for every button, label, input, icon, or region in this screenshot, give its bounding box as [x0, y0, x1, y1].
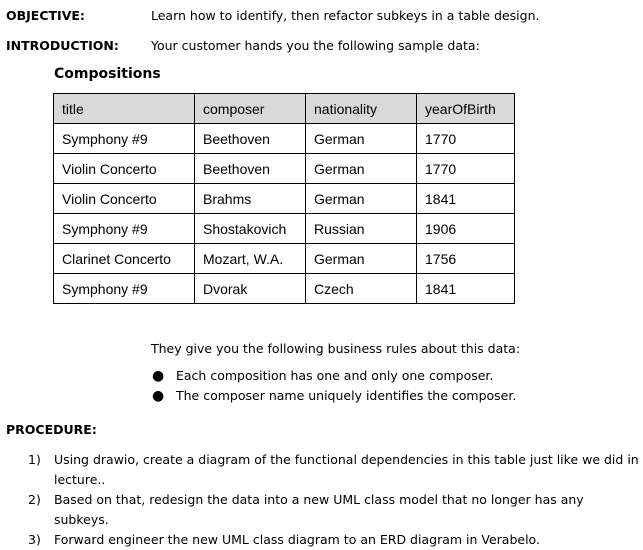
table-cell: Czech — [306, 274, 417, 304]
list-item — [28, 450, 640, 490]
column-header: composer — [195, 94, 306, 124]
table-cell: Brahms — [195, 184, 306, 214]
table-cell: Dvorak — [195, 274, 306, 304]
table-cell: 1770 — [417, 124, 515, 154]
table-cell: Clarinet Concerto — [54, 244, 195, 274]
table-cell: Violin Concerto — [54, 184, 195, 214]
compositions-table — [53, 93, 515, 304]
bullet-icon: ● — [152, 388, 165, 404]
introduction-text: Your customer hands you the following sample data: — [151, 38, 480, 53]
table-cell: 1841 — [417, 274, 515, 304]
step-text: Using drawio, create a diagram of the functional dependencies in this table just like we did in lecture.. — [54, 452, 639, 487]
column-header: yearOfBirth — [417, 94, 515, 124]
objective-label: OBJECTIVE: — [6, 8, 85, 23]
table-cell: Beethoven — [195, 124, 306, 154]
table-cell: Mozart, W.A. — [195, 244, 306, 274]
step-text: Based on that, redesign the data into a new UML class model that no longer has any subkeys. — [54, 492, 584, 527]
step-text: Forward engineer the new UML class diagram to an ERD diagram in Verabelo. — [54, 532, 540, 547]
list-item — [150, 366, 516, 386]
rule-text: The composer name uniquely identifies the composer. — [176, 388, 517, 403]
table-cell: 1770 — [417, 154, 515, 184]
table-cell: 1841 — [417, 184, 515, 214]
step-number: 2) — [28, 492, 41, 507]
table-cell: Symphony #9 — [54, 124, 195, 154]
table-cell: Symphony #9 — [54, 214, 195, 244]
column-header: nationality — [306, 94, 417, 124]
table-title: Compositions — [54, 66, 161, 82]
table-row — [54, 184, 515, 214]
table-cell: Russian — [306, 214, 417, 244]
rule-text: Each composition has one and only one composer. — [176, 368, 494, 383]
table-cell: Symphony #9 — [54, 274, 195, 304]
table-cell: German — [306, 184, 417, 214]
table-row — [54, 154, 515, 184]
step-number: 3) — [28, 532, 41, 547]
list-item — [28, 530, 640, 550]
list-item — [150, 386, 516, 406]
procedure-steps — [28, 450, 640, 550]
column-header: title — [54, 94, 195, 124]
table-cell: Shostakovich — [195, 214, 306, 244]
introduction-label: INTRODUCTION: — [6, 38, 119, 53]
table-cell: 1756 — [417, 244, 515, 274]
business-rules-list — [150, 366, 516, 406]
procedure-label: PROCEDURE: — [6, 422, 97, 437]
rules-intro: They give you the following business rules about this data: — [151, 341, 521, 356]
table-cell: German — [306, 244, 417, 274]
table-row — [54, 244, 515, 274]
table-cell: Beethoven — [195, 154, 306, 184]
table-row — [54, 274, 515, 304]
table-header-row — [54, 94, 515, 124]
table-cell: 1906 — [417, 214, 515, 244]
step-number: 1) — [28, 452, 41, 467]
table-cell: German — [306, 124, 417, 154]
bullet-icon: ● — [152, 368, 165, 384]
table-row — [54, 214, 515, 244]
table-cell: German — [306, 154, 417, 184]
table-row — [54, 124, 515, 154]
list-item — [28, 490, 640, 530]
table-cell: Violin Concerto — [54, 154, 195, 184]
objective-text: Learn how to identify, then refactor subkeys in a table design. — [151, 8, 540, 23]
